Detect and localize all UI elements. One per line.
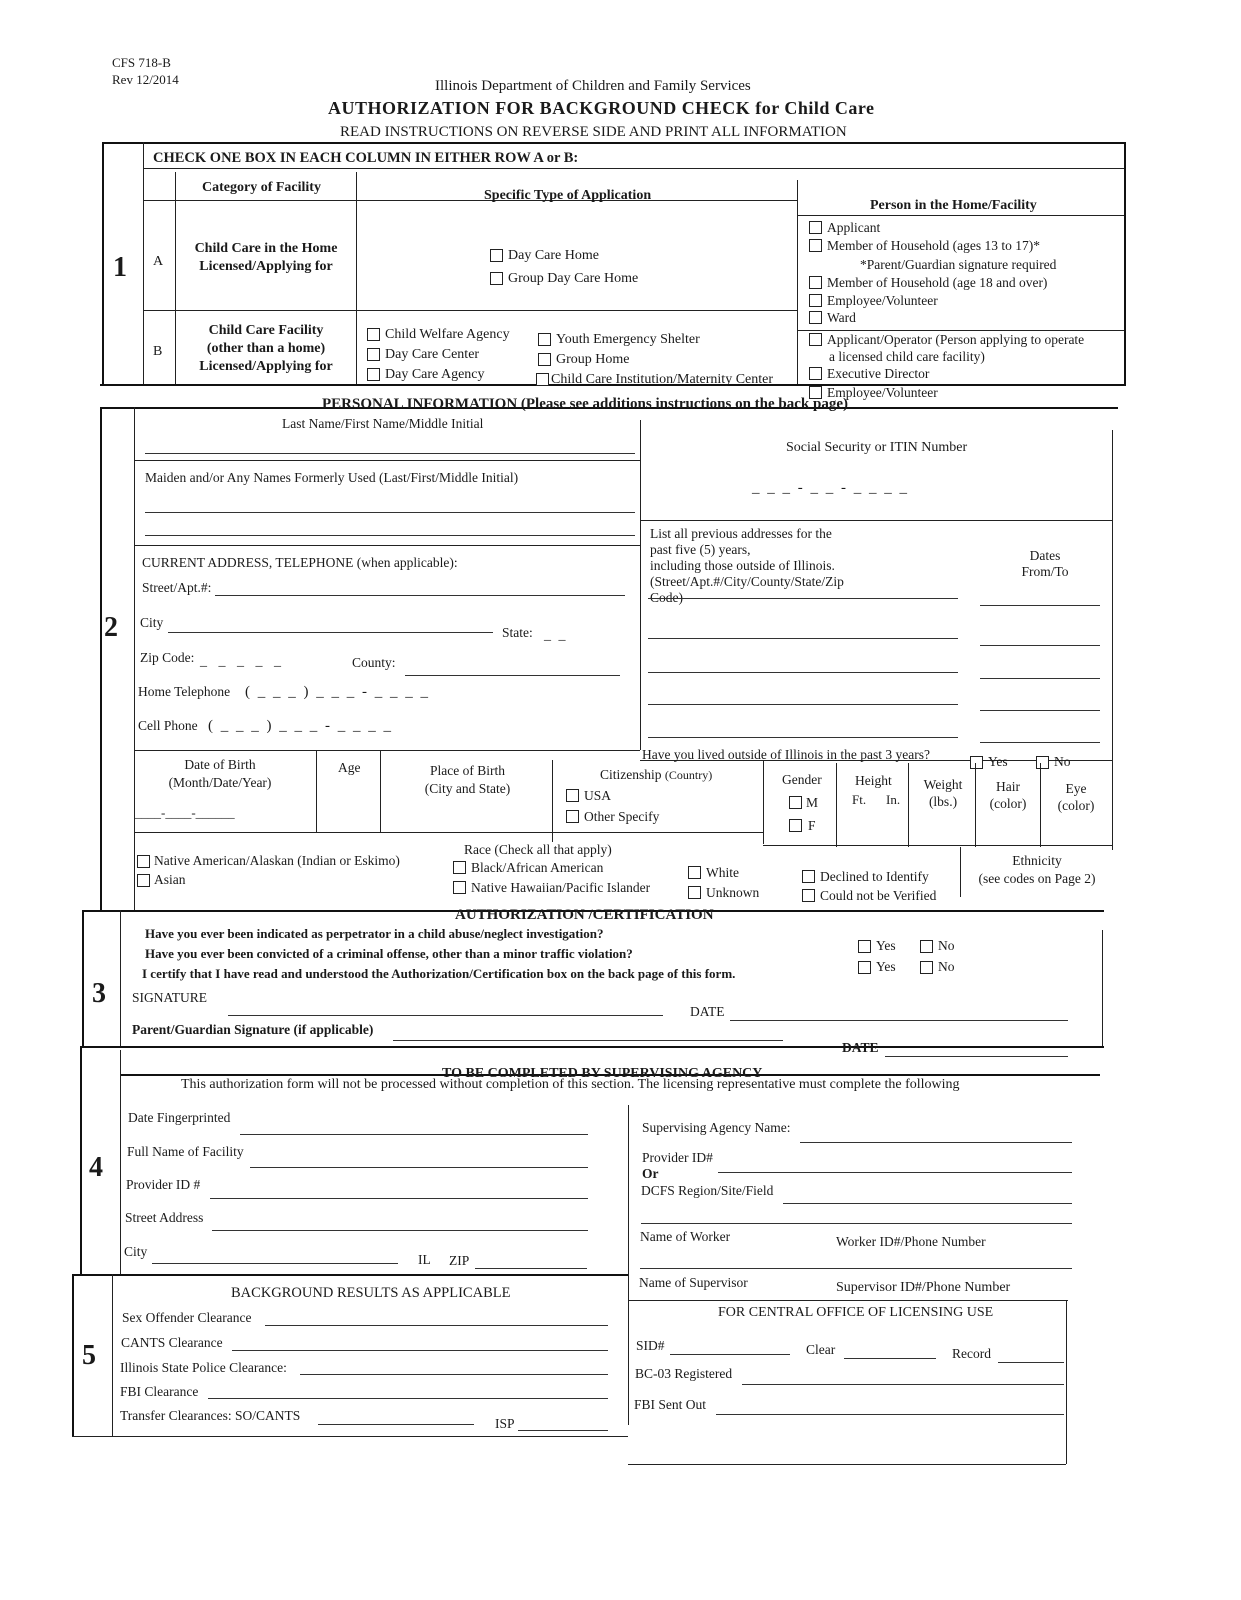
ethnicity-label: Ethnicity (see codes on Page 2) — [978, 853, 1096, 886]
youth-emergency-shelter-label: Youth Emergency Shelter — [556, 332, 700, 347]
prev-address-1[interactable] — [648, 598, 958, 599]
child-care-institution-checkbox[interactable] — [536, 373, 549, 386]
race-native-american-checkbox[interactable] — [137, 855, 150, 868]
section-1-number: 1 — [113, 252, 127, 283]
dcfs-region-label: DCFS Region/Site/Field — [641, 1183, 774, 1198]
provider-id2-field[interactable] — [718, 1172, 1072, 1173]
section-3-number: 3 — [92, 978, 106, 1009]
transfer-isp-field[interactable] — [518, 1430, 608, 1431]
gender-f-label: F — [808, 818, 816, 833]
bc03-label: BC-03 Registered — [635, 1366, 733, 1381]
row-a-category: Child Care in the Home Licensed/Applying for — [194, 241, 338, 274]
child-care-institution-label: Child Care Institution/Maternity Center — [551, 372, 774, 387]
provider-id-label: Provider ID # — [126, 1177, 201, 1192]
day-care-center-label: Day Care Center — [385, 347, 480, 362]
citizenship-label: Citizenship (Country) — [600, 767, 713, 782]
il-label: IL — [418, 1252, 431, 1267]
place-of-birth-label: Place of Birth (City and State) — [424, 763, 511, 796]
eye-label: Eye (color) — [1057, 781, 1095, 813]
supervising-agency-field[interactable] — [800, 1142, 1072, 1143]
prev-dates-2[interactable] — [980, 645, 1100, 646]
hair-label: Hair (color) — [989, 779, 1027, 811]
zip-field[interactable]: _ _ _ _ _ — [200, 654, 285, 669]
household-13-17-label: Member of Household (ages 13 to 17)* — [827, 238, 1040, 253]
outside-illinois-question: Have you lived outside of Illinois in the past 3 years? — [642, 747, 930, 762]
record-field[interactable] — [998, 1362, 1064, 1363]
group-home-label: Group Home — [556, 352, 630, 367]
gender-label: Gender — [782, 772, 822, 787]
fbi-sent-field[interactable] — [716, 1414, 1064, 1415]
worker-field[interactable] — [640, 1268, 1072, 1269]
executive-director-label: Executive Director — [827, 366, 930, 381]
fbi-clearance-label: FBI Clearance — [120, 1384, 199, 1399]
street-address-field[interactable] — [212, 1230, 588, 1231]
street-field[interactable] — [215, 595, 625, 596]
parent-signature-note: *Parent/Guardian signature required — [860, 257, 1057, 272]
zip-label-4: ZIP — [449, 1253, 470, 1268]
maiden-name-field[interactable] — [145, 512, 635, 513]
col-person-header: Person in the Home/Facility — [870, 198, 1037, 213]
race-asian-checkbox[interactable] — [137, 874, 150, 887]
race-unknown-checkbox[interactable] — [688, 886, 701, 899]
clear-field[interactable] — [844, 1358, 936, 1359]
cants-field[interactable] — [232, 1350, 608, 1351]
weight-label: Weight (lbs.) — [923, 777, 963, 809]
sex-offender-label: Sex Offender Clearance — [122, 1310, 252, 1325]
facility-city-field[interactable] — [152, 1263, 398, 1264]
row-b-label: B — [153, 344, 163, 359]
child-welfare-agency-label: Child Welfare Agency — [385, 327, 510, 342]
race-hawaiian-checkbox[interactable] — [453, 881, 466, 894]
facility-city-label: City — [124, 1244, 148, 1259]
race-black-label: Black/African American — [471, 860, 604, 875]
race-white-label: White — [706, 865, 739, 880]
previous-addresses-label: List all previous addresses for the past five (5) years, including those outside of Illinois. (Street/Apt.#/City/County/State/Zip Code) — [650, 526, 844, 605]
signature-label: SIGNATURE — [132, 990, 208, 1005]
abuse-no-label: No — [938, 938, 955, 953]
zip-label: Zip Code: — [140, 650, 195, 665]
state-field[interactable]: _ _ — [544, 628, 568, 643]
household-18-over-label: Member of Household (age 18 and over) — [827, 275, 1048, 290]
street-address-label: Street Address — [125, 1210, 204, 1225]
or-label: Or — [642, 1166, 659, 1181]
agency-name: Illinois Department of Children and Family Services — [435, 78, 751, 94]
worker-name-label: Name of Worker — [640, 1229, 731, 1244]
race-black-checkbox[interactable] — [453, 861, 466, 874]
transfer-isp-label: ISP — [495, 1416, 515, 1431]
col-category-header: Category of Facility — [202, 180, 321, 195]
central-office-label: FOR CENTRAL OFFICE OF LICENSING USE — [718, 1305, 994, 1320]
conviction-no-checkbox[interactable] — [920, 961, 933, 974]
sid-field[interactable] — [670, 1354, 790, 1355]
dcfs-region-field[interactable] — [783, 1203, 1072, 1204]
home-phone-label: Home Telephone — [138, 684, 231, 699]
parent-date-label: DATE — [842, 1040, 879, 1055]
citizenship-other-label: Other Specify — [584, 809, 660, 824]
fbi-sent-label: FBI Sent Out — [634, 1397, 707, 1412]
isp-clearance-field[interactable] — [300, 1374, 608, 1375]
race-not-verified-label: Could not be Verified — [820, 888, 937, 903]
gender-m-checkbox[interactable] — [789, 796, 802, 809]
household-13-17-checkbox[interactable] — [809, 239, 822, 252]
group-day-care-home-checkbox[interactable] — [490, 272, 503, 285]
conviction-yes-label: Yes — [876, 959, 896, 974]
facility-name-field[interactable] — [250, 1167, 588, 1168]
section-5-number: 5 — [82, 1340, 96, 1371]
prev-dates-5[interactable] — [980, 742, 1100, 743]
isp-clearance-label: Illinois State Police Clearance: — [120, 1360, 287, 1375]
certify-statement: I certify that I have read and understood the Authorization/Certification box on the back page of this form. — [142, 966, 736, 981]
citizenship-usa-label: USA — [584, 788, 612, 803]
ward-checkbox[interactable] — [809, 311, 822, 324]
section-4-subtitle: This authorization form will not be processed without completion of this section. The licensing representative must complete the following — [181, 1077, 960, 1092]
transfer-label: Transfer Clearances: SO/CANTS — [120, 1408, 301, 1423]
day-care-home-label: Day Care Home — [508, 248, 599, 263]
executive-director-checkbox[interactable] — [809, 367, 822, 380]
parent-date-field[interactable] — [885, 1056, 1068, 1057]
prev-dates-1[interactable] — [980, 605, 1100, 606]
day-care-home-checkbox[interactable] — [490, 249, 503, 262]
section-2-title: PERSONAL INFORMATION (Please see additions instructions on the back page) — [322, 396, 848, 412]
supervisor-id-label: Supervisor ID#/Phone Number — [836, 1280, 1011, 1295]
dob-label: Date of Birth (Month/Date/Year) — [168, 757, 272, 790]
employee-volunteer-a-label: Employee/Volunteer — [827, 293, 938, 308]
race-asian-label: Asian — [154, 872, 186, 887]
household-18-over-checkbox[interactable] — [809, 276, 822, 289]
signature-date-field[interactable] — [730, 1020, 1068, 1021]
cell-phone-field[interactable]: ( _ _ _ ) _ _ _ - _ _ _ _ — [208, 718, 393, 734]
clear-label: Clear — [806, 1342, 836, 1357]
city-label: City — [140, 615, 164, 630]
youth-emergency-shelter-checkbox[interactable] — [538, 333, 551, 346]
maiden-name-label: Maiden and/or Any Names Formerly Used (Last/First/Middle Initial) — [145, 470, 519, 485]
day-care-agency-label: Day Care Agency — [385, 367, 485, 382]
race-not-verified-checkbox[interactable] — [802, 889, 815, 902]
section-1-instruction: CHECK ONE BOX IN EACH COLUMN IN EITHER ROW A or B: — [153, 150, 579, 166]
outside-il-yes-checkbox[interactable] — [970, 756, 983, 769]
abuse-question: Have you ever been indicated as perpetrator in a child abuse/neglect investigation? — [145, 926, 604, 941]
name-label: Last Name/First Name/Middle Initial — [282, 416, 484, 431]
street-label: Street/Apt.#: — [142, 580, 212, 595]
prev-address-5[interactable] — [648, 737, 958, 738]
city-field[interactable] — [168, 632, 493, 633]
county-field[interactable] — [405, 675, 620, 676]
applicant-operator-checkbox[interactable] — [809, 333, 822, 346]
dob-field[interactable]: ____-____-______ — [135, 805, 235, 820]
employee-volunteer-b-label: Employee/Volunteer — [827, 385, 938, 400]
race-unknown-label: Unknown — [706, 885, 760, 900]
applicant-operator-label: Applicant/Operator (Person applying to operate — [827, 332, 1085, 347]
ssn-label: Social Security or ITIN Number — [786, 440, 968, 455]
provider-id-field[interactable] — [210, 1198, 588, 1199]
section-3-title: AUTHORIZATION /CERTIFICATION — [455, 907, 714, 923]
day-care-agency-checkbox[interactable] — [367, 368, 380, 381]
section-2-number: 2 — [104, 612, 118, 643]
gender-f-checkbox[interactable] — [789, 819, 802, 832]
supervisor-name-label: Name of Supervisor — [639, 1275, 748, 1290]
child-welfare-agency-checkbox[interactable] — [367, 328, 380, 341]
parent-signature-label: Parent/Guardian Signature (if applicable) — [132, 1022, 374, 1037]
race-native-american-label: Native American/Alaskan (Indian or Eskimo) — [154, 853, 400, 868]
cants-label: CANTS Clearance — [121, 1335, 223, 1350]
conviction-yes-checkbox[interactable] — [858, 961, 871, 974]
row-b-category: Child Care Facility (other than a home) Licensed/Applying for — [199, 323, 333, 374]
group-day-care-home-label: Group Day Care Home — [508, 271, 639, 286]
outside-il-no-label: No — [1054, 754, 1071, 769]
race-declined-checkbox[interactable] — [802, 870, 815, 883]
section-4-title: TO BE COMPLETED BY SUPERVISING AGENCY — [442, 1066, 763, 1081]
provider-id2-label: Provider ID# — [642, 1150, 713, 1165]
abuse-yes-label: Yes — [876, 938, 896, 953]
section-4-number: 4 — [89, 1152, 103, 1183]
record-label: Record — [952, 1346, 991, 1361]
transfer-so-cants-field[interactable] — [318, 1424, 474, 1425]
form-instructions: READ INSTRUCTIONS ON REVERSE SIDE AND PRINT ALL INFORMATION — [340, 124, 847, 140]
race-white-checkbox[interactable] — [688, 866, 701, 879]
worker-id-label: Worker ID#/Phone Number — [836, 1234, 986, 1249]
ssn-field[interactable]: _ _ _ - _ _ - _ _ _ _ — [752, 480, 909, 496]
age-label: Age — [338, 760, 361, 775]
bc03-field[interactable] — [742, 1384, 1064, 1385]
outside-il-no-checkbox[interactable] — [1036, 756, 1049, 769]
ward-label: Ward — [827, 310, 856, 325]
date-fingerprinted-label: Date Fingerprinted — [128, 1110, 231, 1125]
conviction-no-label: No — [938, 959, 955, 974]
citizenship-other-checkbox[interactable] — [566, 810, 579, 823]
dates-from-to-label: Dates From/To — [1021, 548, 1069, 579]
home-phone-field[interactable]: ( _ _ _ ) _ _ _ - _ _ _ _ — [245, 684, 430, 700]
height-label: Height — [855, 773, 892, 788]
applicant-checkbox[interactable] — [809, 221, 822, 234]
form-revision: Rev 12/2014 — [112, 72, 179, 87]
prev-address-2[interactable] — [648, 638, 958, 639]
prev-address-3[interactable] — [648, 672, 958, 673]
day-care-center-checkbox[interactable] — [367, 348, 380, 361]
abuse-yes-checkbox[interactable] — [858, 940, 871, 953]
facility-zip-field[interactable] — [475, 1268, 587, 1269]
state-label: State: — [502, 625, 533, 640]
sid-label: SID# — [636, 1338, 665, 1353]
height-in-label: In. — [886, 792, 901, 807]
signature-field[interactable] — [228, 1015, 663, 1016]
supervising-agency-label: Supervising Agency Name: — [642, 1120, 791, 1135]
form-code: CFS 718-B — [112, 55, 171, 70]
fbi-clearance-field[interactable] — [208, 1398, 608, 1399]
prev-address-4[interactable] — [648, 704, 958, 705]
race-hawaiian-label: Native Hawaiian/Pacific Islander — [471, 880, 651, 895]
signature-date-label: DATE — [690, 1004, 725, 1019]
cell-phone-label: Cell Phone — [138, 718, 198, 733]
row-a-label: A — [153, 254, 164, 269]
employee-volunteer-a-checkbox[interactable] — [809, 294, 822, 307]
applicant-operator-note: a licensed child care facility) — [829, 349, 985, 364]
gender-m-label: M — [806, 795, 819, 810]
applicant-label: Applicant — [827, 220, 881, 235]
race-declined-label: Declined to Identify — [820, 869, 929, 884]
date-fingerprinted-field[interactable] — [240, 1134, 588, 1135]
citizenship-usa-checkbox[interactable] — [566, 789, 579, 802]
col-application-header: Specific Type of Application — [484, 188, 652, 203]
sex-offender-field[interactable] — [265, 1325, 608, 1326]
name-field[interactable] — [145, 453, 635, 454]
height-ft-label: Ft. — [852, 792, 867, 807]
abuse-no-checkbox[interactable] — [920, 940, 933, 953]
outside-il-yes-label: Yes — [988, 754, 1008, 769]
facility-name-label: Full Name of Facility — [127, 1144, 244, 1159]
prev-dates-4[interactable] — [980, 710, 1100, 711]
prev-dates-3[interactable] — [980, 678, 1100, 679]
group-home-checkbox[interactable] — [538, 353, 551, 366]
conviction-question: Have you ever been convicted of a criminal offense, other than a minor traffic violation? — [145, 946, 633, 961]
section-5-title: BACKGROUND RESULTS AS APPLICABLE — [231, 1285, 511, 1301]
county-label: County: — [352, 655, 396, 670]
form-title: AUTHORIZATION FOR BACKGROUND CHECK for Child Care — [328, 98, 875, 118]
current-address-label: CURRENT ADDRESS, TELEPHONE (when applicable): — [142, 555, 458, 570]
race-label: Race (Check all that apply) — [464, 842, 612, 857]
parent-signature-field[interactable] — [393, 1040, 783, 1041]
